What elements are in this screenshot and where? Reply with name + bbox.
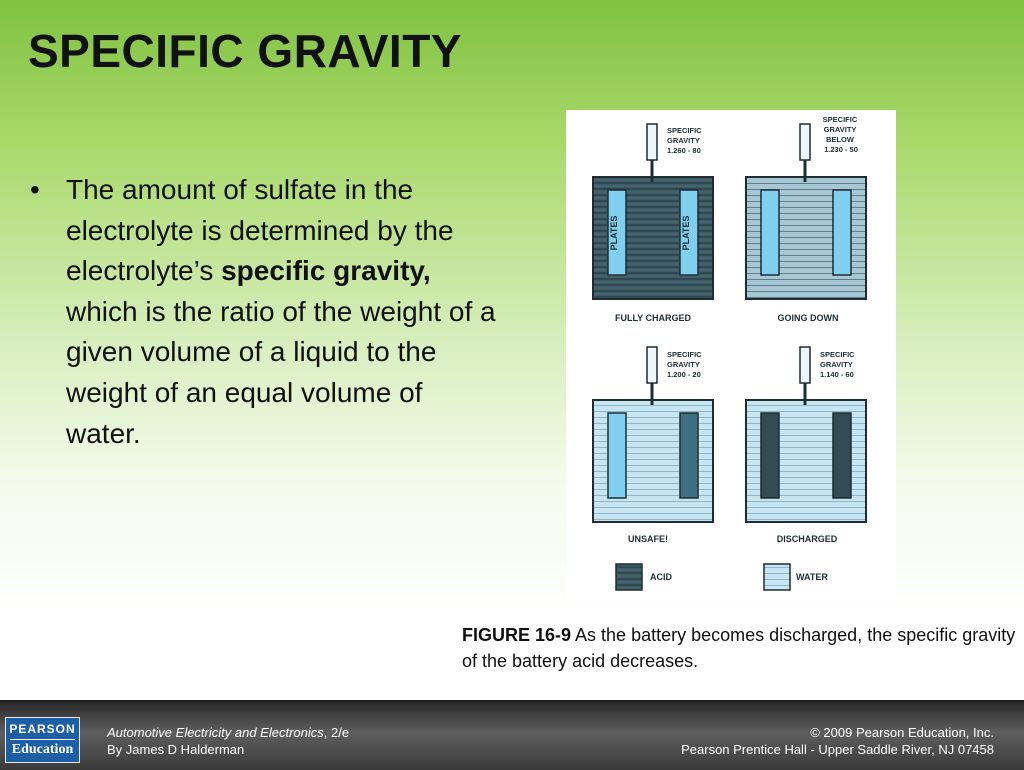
footer-book-info	[107, 724, 349, 758]
logo-bottom-text: Education	[11, 742, 74, 757]
plate-left	[608, 413, 626, 498]
footer-publisher-info	[681, 724, 994, 758]
plate-left	[761, 190, 779, 275]
battery-diagram	[566, 110, 896, 600]
hydrometer	[647, 347, 657, 383]
book-author: By James D Halderman	[107, 742, 245, 757]
bullet-text-1: The amount of sulfate in the electrolyte is determined by the electrolyte’s	[66, 174, 454, 287]
figure-label: FIGURE 16-9	[462, 625, 572, 645]
legend-acid-swatch	[616, 564, 642, 590]
footer-bar	[0, 700, 1024, 770]
bullet-list	[30, 170, 500, 454]
bullet-text-2: which is the ratio of the weight of a given volume of a liquid to the weight of an equal volume of water.	[66, 295, 496, 449]
plate-right	[680, 413, 698, 498]
slide-title: SPECIFIC GRAVITY	[28, 25, 462, 77]
sg-label: SPECIFIC GRAVITY 1.260 - 80	[667, 126, 702, 155]
plate-left	[761, 413, 779, 498]
legend-acid-label: ACID	[650, 572, 672, 582]
sg-label: SPECIFIC GRAVITY 1.140 - 60	[820, 350, 855, 379]
figure-caption	[462, 622, 1022, 674]
logo-top-text: PEARSON	[9, 722, 76, 736]
sg-label: SPECIFIC GRAVITY 1.200 - 20	[667, 350, 702, 379]
bullet-bold-term: specific gravity,	[221, 255, 431, 287]
plate-label: PLATES	[681, 215, 691, 251]
panel-caption: FULLY CHARGED	[614, 313, 692, 323]
panel-discharged	[746, 347, 866, 544]
panel-fully-charged	[593, 124, 713, 323]
legend-water-swatch	[764, 564, 790, 590]
plate-right	[833, 413, 851, 498]
legend-water-label: WATER	[796, 572, 828, 582]
panel-caption: UNSAFE!	[628, 534, 668, 544]
panel-unsafe	[593, 347, 713, 544]
bullet-item	[66, 170, 500, 454]
figure-caption-text: As the battery becomes discharged, the specific gravity of the battery acid decreases.	[462, 625, 1016, 671]
book-edition: , 2/e	[323, 725, 350, 740]
panel-going-down	[746, 115, 866, 323]
bullet-marker: •	[30, 174, 40, 205]
hydrometer	[800, 347, 810, 383]
plate-label: PLATES	[609, 215, 619, 251]
plate-right	[833, 190, 851, 275]
sg-label: SPECIFIC GRAVITY BELOW 1.230 - 50	[822, 115, 858, 154]
panel-caption: GOING DOWN	[777, 313, 839, 323]
legend	[616, 564, 828, 590]
battery-figure	[566, 110, 896, 600]
panel-caption: DISCHARGED	[776, 534, 838, 544]
publisher: Pearson Prentice Hall - Upper Saddle River, NJ 07458	[681, 742, 994, 757]
hydrometer	[800, 124, 810, 160]
book-title: Automotive Electricity and Electronics	[107, 725, 324, 740]
hydrometer	[647, 124, 657, 160]
pearson-logo	[5, 717, 80, 763]
copyright: © 2009 Pearson Education, Inc.	[810, 725, 994, 740]
